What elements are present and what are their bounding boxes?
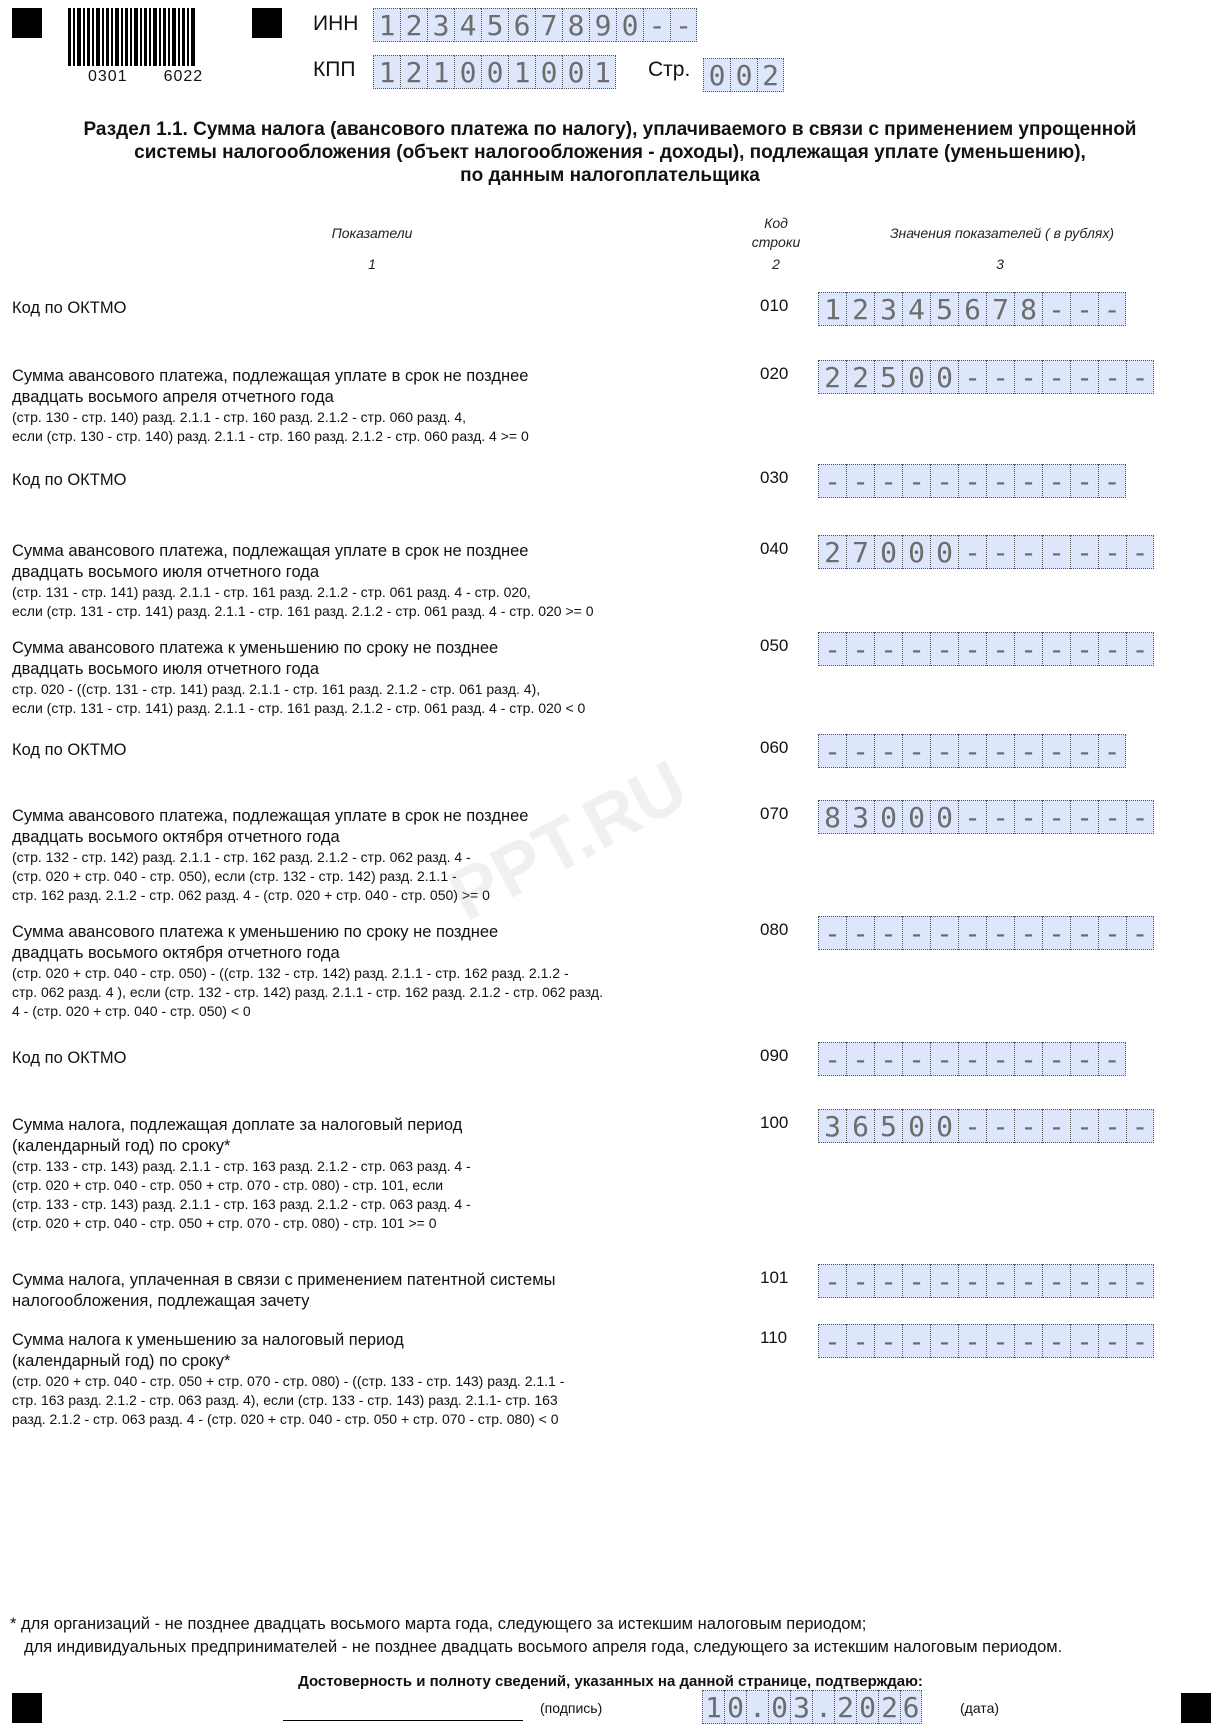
row-value-cell[interactable]: - — [1014, 1324, 1042, 1358]
row-value-cell[interactable]: 0 — [902, 535, 930, 569]
row-code-090: 090 — [760, 1046, 789, 1065]
row-label-110 — [12, 1330, 732, 1429]
row-value-cell[interactable]: - — [986, 464, 1014, 498]
row-value-cell[interactable]: - — [958, 360, 986, 394]
row-value-cell[interactable]: - — [1042, 1042, 1070, 1076]
row-title: Сумма авансового платежа к уменьшению по сроку не позднее двадцать восьмого июля отчетного года — [12, 639, 499, 678]
row-value-cell[interactable]: - — [818, 464, 846, 498]
row-value-cell[interactable]: - — [818, 1324, 846, 1358]
row-value-cell[interactable]: - — [986, 535, 1014, 569]
row-value-cell[interactable]: - — [1070, 1264, 1098, 1298]
row-code-040: 040 — [760, 539, 789, 558]
row-value-cell[interactable]: - — [1014, 800, 1042, 834]
row-code-100: 100 — [760, 1113, 789, 1132]
row-value-field-040[interactable] — [818, 535, 1154, 569]
kpp-cell[interactable]: 0 — [535, 55, 562, 89]
row-value-cell[interactable]: 2 — [846, 360, 874, 394]
row-value-cell[interactable]: - — [986, 800, 1014, 834]
row-value-field-060[interactable] — [818, 734, 1126, 768]
row-value-cell[interactable]: - — [1014, 734, 1042, 768]
row-value-field-070[interactable] — [818, 800, 1154, 834]
row-value-cell[interactable]: - — [1098, 292, 1126, 326]
row-value-cell[interactable]: - — [874, 1324, 902, 1358]
inn-cell[interactable]: 4 — [454, 8, 481, 42]
date-cell[interactable]: 3 — [790, 1690, 812, 1724]
row-value-cell[interactable]: - — [874, 734, 902, 768]
section-title-line3: по данным налогоплательщика — [460, 165, 760, 186]
row-value-cell[interactable]: - — [902, 1042, 930, 1076]
row-title: Сумма авансового платежа, подлежащая уплате в срок не позднее двадцать восьмого апреля отчетного года — [12, 367, 529, 406]
row-value-cell[interactable]: - — [1098, 632, 1126, 666]
row-value-cell[interactable]: - — [846, 632, 874, 666]
row-value-cell[interactable]: - — [930, 464, 958, 498]
inn-label: ИНН — [313, 12, 359, 35]
row-value-cell[interactable]: - — [1070, 1042, 1098, 1076]
row-value-cell[interactable]: - — [818, 916, 846, 950]
row-value-cell[interactable]: - — [818, 1042, 846, 1076]
row-value-cell[interactable]: - — [818, 1264, 846, 1298]
inn-cell[interactable]: 8 — [562, 8, 589, 42]
row-value-cell[interactable]: - — [1098, 800, 1126, 834]
row-value-field-110[interactable] — [818, 1324, 1154, 1358]
kpp-cell[interactable]: 0 — [562, 55, 589, 89]
row-value-cell[interactable]: - — [1070, 535, 1098, 569]
page-cell[interactable]: 0 — [730, 58, 757, 92]
kpp-field[interactable] — [373, 55, 616, 89]
kpp-cell[interactable]: 1 — [508, 55, 535, 89]
row-value-cell[interactable]: - — [1014, 464, 1042, 498]
barcode-number-right: 6022 — [163, 68, 204, 85]
row-value-cell[interactable]: - — [1014, 360, 1042, 394]
row-value-cell[interactable]: - — [874, 1264, 902, 1298]
row-value-cell[interactable]: - — [1014, 1264, 1042, 1298]
page-cell[interactable]: 2 — [757, 58, 784, 92]
section-title-line2: системы налогообложения (объект налогообложения - доходы), подлежащая уплате (уменьшению), — [134, 142, 1086, 163]
corner-marker-top-mid — [252, 8, 282, 38]
row-value-cell[interactable]: - — [958, 800, 986, 834]
row-value-cell[interactable]: - — [1014, 1109, 1042, 1143]
row-value-cell[interactable]: - — [1126, 1324, 1154, 1358]
row-value-cell[interactable]: - — [930, 1042, 958, 1076]
row-value-field-101[interactable] — [818, 1264, 1154, 1298]
row-value-cell[interactable]: - — [1126, 360, 1154, 394]
date-caption: (дата) — [960, 1700, 1000, 1716]
row-value-cell[interactable]: - — [1126, 800, 1154, 834]
kpp-cell[interactable]: 1 — [589, 55, 616, 89]
row-label-030 — [12, 470, 732, 491]
row-value-cell[interactable]: 7 — [986, 292, 1014, 326]
row-value-cell[interactable]: - — [1042, 734, 1070, 768]
row-value-cell[interactable]: - — [1070, 734, 1098, 768]
row-value-field-090[interactable] — [818, 1042, 1126, 1076]
kpp-cell[interactable]: 0 — [481, 55, 508, 89]
row-value-cell[interactable]: - — [1126, 535, 1154, 569]
row-value-cell[interactable]: - — [1126, 1264, 1154, 1298]
row-code-110: 110 — [760, 1328, 788, 1347]
kpp-cell[interactable]: 1 — [427, 55, 454, 89]
row-value-cell[interactable]: - — [1070, 916, 1098, 950]
row-value-cell[interactable]: - — [874, 1042, 902, 1076]
footnote-line2: для индивидуальных предпринимателей - не позднее двадцать восьмого апреля года, следующего за истекшим налоговым периодом. — [24, 1638, 1063, 1656]
row-value-cell[interactable]: - — [818, 734, 846, 768]
row-value-cell[interactable]: - — [1070, 1324, 1098, 1358]
row-value-cell[interactable]: 7 — [846, 535, 874, 569]
row-value-cell[interactable]: 6 — [846, 1109, 874, 1143]
row-label-101 — [12, 1270, 732, 1312]
row-value-field-020[interactable] — [818, 360, 1154, 394]
row-value-cell[interactable]: - — [958, 632, 986, 666]
row-value-cell[interactable]: - — [874, 916, 902, 950]
row-value-cell[interactable]: - — [902, 916, 930, 950]
row-label-040 — [12, 541, 732, 621]
inn-cell[interactable]: 6 — [508, 8, 535, 42]
row-value-cell[interactable]: - — [1098, 1042, 1126, 1076]
row-value-cell[interactable]: - — [846, 1042, 874, 1076]
row-code-060: 060 — [760, 738, 789, 757]
kpp-cell[interactable]: 0 — [454, 55, 481, 89]
row-value-cell[interactable]: 0 — [930, 1109, 958, 1143]
row-code-020: 020 — [760, 364, 789, 383]
row-value-cell[interactable]: - — [1014, 535, 1042, 569]
row-formula: (стр. 132 - стр. 142) разд. 2.1.1 - стр. 162 разд. 2.1.2 - стр. 062 разд. 4 - (стр. 020 + стр. 040 - стр. 050), если (стр. 132 - стр. 142) разд. 2.1.1 - стр. 162 разд. 2.1.2 - стр. 062 разд. 4 - (стр. 020 + стр. 040 - стр. 050) >= 0 — [12, 849, 490, 903]
row-label-050 — [12, 638, 732, 718]
row-code-080: 080 — [760, 920, 789, 939]
row-code-030: 030 — [760, 468, 789, 487]
row-code-010: 010 — [760, 296, 789, 315]
row-value-cell[interactable]: - — [1014, 916, 1042, 950]
corner-marker-bottom-right — [1181, 1693, 1211, 1723]
row-value-cell[interactable]: 3 — [874, 292, 902, 326]
row-value-field-030[interactable] — [818, 464, 1126, 498]
row-value-cell[interactable]: - — [1042, 632, 1070, 666]
row-value-cell[interactable]: 3 — [846, 800, 874, 834]
row-title: Код по ОКТМО — [12, 1049, 127, 1067]
date-cell[interactable]: 0 — [856, 1690, 878, 1724]
inn-cell[interactable]: 0 — [616, 8, 643, 42]
row-value-cell[interactable]: - — [1042, 292, 1070, 326]
column-header-indicators: Показатели — [331, 225, 413, 241]
page-label: Стр. — [648, 58, 691, 81]
row-title: Сумма авансового платежа к уменьшению по сроку не позднее двадцать восьмого октября отчетного года — [12, 923, 499, 962]
row-value-cell[interactable]: - — [986, 632, 1014, 666]
inn-cell[interactable]: 3 — [427, 8, 454, 42]
row-value-cell[interactable]: - — [1042, 800, 1070, 834]
kpp-cell[interactable]: 1 — [373, 55, 400, 89]
corner-marker-bottom-left — [12, 1693, 42, 1723]
row-value-cell[interactable]: 3 — [818, 1109, 846, 1143]
inn-cell[interactable]: 9 — [589, 8, 616, 42]
row-value-cell[interactable]: - — [818, 632, 846, 666]
row-title: Код по ОКТМО — [12, 299, 127, 317]
date-cell[interactable]: 0 — [768, 1690, 790, 1724]
row-value-cell[interactable]: 4 — [902, 292, 930, 326]
corner-marker-top-left — [12, 8, 42, 38]
row-value-cell[interactable]: - — [958, 734, 986, 768]
row-value-cell[interactable]: - — [1070, 800, 1098, 834]
date-cell[interactable]: 2 — [878, 1690, 900, 1724]
row-title: Сумма налога к уменьшению за налоговый период (календарный год) по сроку* — [12, 1331, 404, 1370]
row-formula: (стр. 020 + стр. 040 - стр. 050 + стр. 070 - стр. 080) - ((стр. 133 - стр. 143) разд. 2.1.1 - стр. 163 разд. 2.1.2 - стр. 063 разд. 4), если (стр. 133 - стр. 143) разд. 2.1.1- стр. 163 разд. 2.1.2 - стр. 063 разд. 4 - (стр. 020 + стр. 040 - стр. 050 + стр. 070 - стр. 080) < 0 — [12, 1373, 565, 1427]
page-cell[interactable]: 0 — [703, 58, 730, 92]
row-value-cell[interactable]: - — [1014, 1042, 1042, 1076]
row-value-cell[interactable]: - — [846, 1324, 874, 1358]
watermark: PPT.RU — [436, 745, 700, 937]
row-value-cell[interactable]: - — [986, 916, 1014, 950]
row-value-cell[interactable]: - — [902, 734, 930, 768]
row-value-cell[interactable]: - — [930, 734, 958, 768]
row-label-070 — [12, 806, 732, 905]
row-value-cell[interactable]: - — [1098, 916, 1126, 950]
row-value-cell[interactable]: 2 — [818, 360, 846, 394]
inn-cell[interactable]: - — [643, 8, 670, 42]
row-formula: стр. 020 - ((стр. 131 - стр. 141) разд. 2.1.1 - стр. 161 разд. 2.1.2 - стр. 061 разд. 4), если (стр. 131 - стр. 141) разд. 2.1.1 - стр. 161 разд. 2.1.2 - стр. 061 разд. 4 - стр. 020 < 0 — [12, 681, 586, 716]
row-label-020 — [12, 366, 732, 446]
row-value-cell[interactable]: - — [1070, 292, 1098, 326]
row-value-cell[interactable]: - — [1042, 1324, 1070, 1358]
footnote-line1: * для организаций - не позднее двадцать восьмого марта года, следующего за истекшим налоговым периодом; — [10, 1615, 867, 1633]
row-value-cell[interactable]: - — [874, 632, 902, 666]
row-value-cell[interactable]: - — [1098, 464, 1126, 498]
row-value-cell[interactable]: - — [1126, 632, 1154, 666]
row-value-cell[interactable]: - — [902, 1324, 930, 1358]
row-value-cell[interactable]: - — [1126, 916, 1154, 950]
signature-line[interactable] — [283, 1720, 523, 1721]
date-cell[interactable]: 2 — [834, 1690, 856, 1724]
row-value-cell[interactable]: - — [1042, 916, 1070, 950]
row-value-cell[interactable]: 2 — [818, 535, 846, 569]
date-cell[interactable]: . — [812, 1690, 834, 1724]
row-label-060 — [12, 740, 732, 761]
inn-cell[interactable]: 1 — [373, 8, 400, 42]
row-title: Сумма авансового платежа, подлежащая уплате в срок не позднее двадцать восьмого октября отчетного года — [12, 807, 529, 846]
date-cell[interactable]: 6 — [900, 1690, 922, 1724]
inn-field[interactable] — [373, 8, 697, 42]
row-value-field-080[interactable] — [818, 916, 1154, 950]
row-label-010 — [12, 298, 732, 319]
row-value-cell[interactable]: - — [1070, 1109, 1098, 1143]
row-label-100 — [12, 1115, 732, 1233]
row-value-cell[interactable]: - — [986, 360, 1014, 394]
inn-cell[interactable]: 7 — [535, 8, 562, 42]
signature-caption: (подпись) — [540, 1700, 603, 1716]
column-number-2: 2 — [772, 256, 780, 272]
inn-cell[interactable]: 2 — [400, 8, 427, 42]
section-title-line1: Раздел 1.1. Сумма налога (авансового платежа по налогу), уплачиваемого в связи с применением упрощенной — [83, 119, 1137, 140]
row-value-cell[interactable]: - — [958, 1109, 986, 1143]
row-value-cell[interactable]: - — [1014, 632, 1042, 666]
row-value-cell[interactable]: - — [1070, 360, 1098, 394]
row-value-cell[interactable]: - — [1070, 632, 1098, 666]
row-value-cell[interactable]: - — [1098, 1109, 1126, 1143]
column-header-values: Значения показателей ( в рублях) — [889, 225, 1115, 241]
row-value-cell[interactable]: - — [874, 464, 902, 498]
row-value-cell[interactable]: - — [1098, 360, 1126, 394]
inn-cell[interactable]: 5 — [481, 8, 508, 42]
row-value-cell[interactable]: - — [958, 1324, 986, 1358]
row-value-cell[interactable]: - — [846, 734, 874, 768]
row-value-cell[interactable]: 0 — [930, 360, 958, 394]
row-value-cell[interactable]: - — [958, 1042, 986, 1076]
kpp-label: КПП — [313, 58, 356, 81]
row-value-cell[interactable]: - — [958, 535, 986, 569]
row-code-101: 101 — [760, 1268, 789, 1287]
row-value-cell[interactable]: 2 — [846, 292, 874, 326]
row-value-cell[interactable]: 0 — [874, 800, 902, 834]
row-value-cell[interactable]: - — [1126, 1109, 1154, 1143]
row-value-cell[interactable]: 0 — [902, 1109, 930, 1143]
row-code-050: 050 — [760, 636, 789, 655]
row-code-070: 070 — [760, 804, 789, 823]
column-header-code: Код строки — [751, 215, 801, 250]
row-value-cell[interactable]: - — [1098, 535, 1126, 569]
row-formula: (стр. 133 - стр. 143) разд. 2.1.1 - стр. 163 разд. 2.1.2 - стр. 063 разд. 4 - (стр. 020 + стр. 040 - стр. 050 + стр. 070 - стр. 080) - стр. 101, если (стр. 133 - стр. 143) разд. 2.1.1 - стр. 163 разд. 2.1.2 - стр. 063 разд. 4 - (стр. 020 + стр. 040 - стр. 050 + стр. 070 - стр. 080) - стр. 101 >= 0 — [12, 1158, 471, 1231]
row-title: Код по ОКТМО — [12, 741, 127, 759]
column-number-3: 3 — [996, 256, 1004, 272]
row-value-cell[interactable]: - — [1042, 535, 1070, 569]
date-cell[interactable]: 0 — [724, 1690, 746, 1724]
barcode-numbers — [88, 68, 239, 86]
row-title: Код по ОКТМО — [12, 471, 127, 489]
row-value-cell[interactable]: 5 — [874, 1109, 902, 1143]
row-value-cell[interactable]: 5 — [874, 360, 902, 394]
row-value-cell[interactable]: - — [930, 916, 958, 950]
row-value-cell[interactable]: - — [958, 1264, 986, 1298]
row-value-cell[interactable]: - — [846, 1264, 874, 1298]
row-value-cell[interactable]: - — [902, 1264, 930, 1298]
row-value-cell[interactable]: - — [1042, 1264, 1070, 1298]
row-value-cell[interactable]: 8 — [818, 800, 846, 834]
row-value-cell[interactable]: - — [1098, 1264, 1126, 1298]
row-value-cell[interactable]: - — [930, 1324, 958, 1358]
date-field[interactable] — [702, 1690, 922, 1724]
row-title: Сумма налога, подлежащая доплате за налоговый период (календарный год) по сроку* — [12, 1116, 463, 1155]
barcode-image — [68, 8, 198, 66]
row-value-cell[interactable]: 0 — [874, 535, 902, 569]
inn-cell[interactable]: - — [670, 8, 697, 42]
row-value-cell[interactable]: - — [1042, 360, 1070, 394]
row-value-cell[interactable]: 0 — [902, 800, 930, 834]
row-title: Сумма авансового платежа, подлежащая уплате в срок не позднее двадцать восьмого июля отчетного года — [12, 542, 529, 581]
row-value-cell[interactable]: - — [902, 632, 930, 666]
row-formula: (стр. 130 - стр. 140) разд. 2.1.1 - стр. 160 разд. 2.1.2 - стр. 060 разд. 4, если (стр. 130 - стр. 140) разд. 2.1.1 - стр. 160 разд. 2.1.2 - стр. 060 разд. 4 >= 0 — [12, 409, 529, 444]
row-value-cell[interactable]: - — [986, 1264, 1014, 1298]
row-value-cell[interactable]: - — [958, 464, 986, 498]
row-formula: (стр. 131 - стр. 141) разд. 2.1.1 - стр. 161 разд. 2.1.2 - стр. 061 разд. 4 - стр. 020, если (стр. 131 - стр. 141) разд. 2.1.1 - стр. 161 разд. 2.1.2 - стр. 061 разд. 4 - стр. 020 >= 0 — [12, 584, 594, 619]
row-value-cell[interactable]: - — [930, 1264, 958, 1298]
row-value-cell[interactable]: - — [986, 1324, 1014, 1358]
row-value-cell[interactable]: 0 — [930, 800, 958, 834]
row-value-cell[interactable]: - — [1098, 734, 1126, 768]
row-value-cell[interactable]: - — [1042, 1109, 1070, 1143]
row-value-field-050[interactable] — [818, 632, 1154, 666]
row-value-cell[interactable]: 8 — [1014, 292, 1042, 326]
row-value-cell[interactable]: - — [846, 916, 874, 950]
row-title: Сумма налога, уплаченная в связи с применением патентной системы налогообложения, подлежащая зачету — [12, 1271, 556, 1310]
row-value-cell[interactable]: - — [930, 632, 958, 666]
row-value-cell[interactable]: 0 — [902, 360, 930, 394]
row-value-cell[interactable]: - — [1070, 464, 1098, 498]
confirmation-text: Достоверность и полноту сведений, указанных на данной странице, подтверждаю: — [298, 1673, 923, 1690]
row-label-090 — [12, 1048, 732, 1069]
date-cell[interactable]: 1 — [702, 1690, 724, 1724]
row-value-cell[interactable]: - — [1042, 464, 1070, 498]
row-value-cell[interactable]: - — [986, 734, 1014, 768]
row-value-cell[interactable]: 0 — [930, 535, 958, 569]
row-value-cell[interactable]: - — [902, 464, 930, 498]
row-value-cell[interactable]: - — [986, 1109, 1014, 1143]
section-title — [20, 118, 1200, 187]
kpp-cell[interactable]: 2 — [400, 55, 427, 89]
row-value-cell[interactable]: 5 — [930, 292, 958, 326]
column-number-1: 1 — [368, 256, 376, 272]
row-formula: (стр. 020 + стр. 040 - стр. 050) - ((стр. 132 - стр. 142) разд. 2.1.1 - стр. 162 разд. 2.1.2 - стр. 062 разд. 4 ), если (стр. 132 - стр. 142) разд. 2.1.1 - стр. 162 разд. 2.1.2 - стр. 062 разд. 4 - (стр. 020 + стр. 040 - стр. 050) < 0 — [12, 965, 603, 1019]
row-label-080 — [12, 922, 732, 1021]
footnote — [10, 1613, 1062, 1659]
row-value-cell[interactable]: - — [958, 916, 986, 950]
row-value-cell[interactable]: - — [986, 1042, 1014, 1076]
row-value-field-100[interactable] — [818, 1109, 1154, 1143]
row-value-field-010[interactable] — [818, 292, 1126, 326]
page-number-field[interactable] — [703, 58, 784, 92]
row-value-cell[interactable]: 1 — [818, 292, 846, 326]
barcode-number-left: 0301 — [88, 68, 128, 85]
row-value-cell[interactable]: 6 — [958, 292, 986, 326]
date-cell[interactable]: . — [746, 1690, 768, 1724]
row-value-cell[interactable]: - — [846, 464, 874, 498]
row-value-cell[interactable]: - — [1098, 1324, 1126, 1358]
